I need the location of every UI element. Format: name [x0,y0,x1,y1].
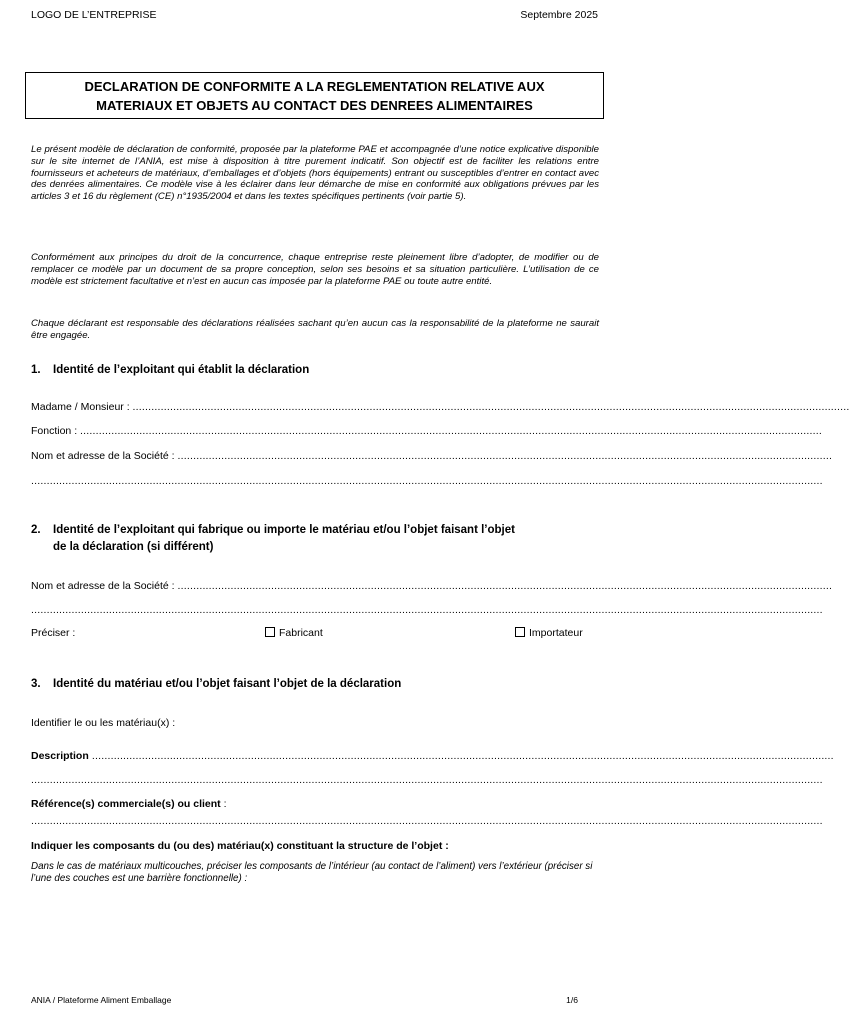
fill-dots: .............................................................................................................................................................................................................................................................. [31,815,823,827]
checkbox-fabricant[interactable] [265,627,323,639]
fill-dots: .............................................................................................................................................................................................................................................................. [31,475,823,487]
section-2-number: 2. [31,524,41,536]
field-label: Madame / Monsieur : [31,401,133,413]
section-1-title: Identité de l’exploitant qui établit la déclaration [53,364,310,376]
field-nom-adresse-societe[interactable] [31,450,833,462]
checkbox-square-icon [265,627,275,637]
identify-materials-label: Identifier le ou les matériau(x) : [31,717,176,729]
intro-paragraph-2: Conformément aux principes du droit de la concurrence, chaque entreprise reste pleinement libre d’adopter, de modifier ou de remplacer ce modèle par un document de sa propre conception, selon ses besoins et sa situation particulière. L’utilisation de ce modèle est strictement facultative et n’est en aucun cas imposée par la plateforme PAE ou toute autre entité. [31,252,599,287]
field-label: Nom et adresse de la Société : [31,450,178,462]
checkbox-importateur-label: Importateur [529,627,583,639]
fill-dots: .................................................................................................................................................................................................................. [177,450,833,462]
field-fabricant-adresse-suite[interactable] [31,604,823,616]
section-2-heading [31,522,601,556]
field-adresse-suite[interactable] [31,475,823,487]
field-label-suffix: : [220,798,227,810]
fill-dots: .............................................................................................................................................................................................................................................. [88,750,834,762]
field-label: Fonction : [31,425,81,437]
field-label: Nom et adresse de la Société : [31,580,178,592]
document-title-box [25,72,604,119]
intro-paragraph-3: Chaque déclarant est responsable des déclarations réalisées sachant qu’en aucun cas la responsabilité de la plateforme ne saurait être engagée. [31,318,599,341]
section-1-number: 1. [31,364,41,376]
fill-dots: .............................................................................................................................................................................................................................................. [80,425,822,437]
field-description[interactable] [31,750,834,762]
fill-dots: .............................................................................................................................................................................................................................................................. [31,604,823,616]
section-3-title: Identité du matériau et/ou l’objet faisant l’objet de la déclaration [53,678,402,690]
field-reference-commerciale [31,798,227,810]
section-2-title-line-1: Identité de l’exploitant qui fabrique ou importe le matériau et/ou l’objet faisant l’objet [53,524,515,536]
field-description-suite[interactable] [31,774,823,786]
field-madame-monsieur[interactable] [31,401,850,413]
fill-dots: ...................................................................................................................................................................................................................................... [132,401,850,413]
composants-instruction: Indiquer les composants du (ou des) matériau(x) constituant la structure de l’objet : [31,840,449,852]
section-3-number: 3. [31,678,41,690]
checkbox-square-icon [515,627,525,637]
fill-dots: .............................................................................................................................................................................................................................................................. [31,774,823,786]
intro-paragraph-1: Le présent modèle de déclaration de conformité, proposée par la plateforme PAE et accompagnée d’une notice explicative disponible sur le site internet de l’ANIA, est mise à disposition à titre purement indicatif. Son objectif est de faciliter les relations entre fournisseurs et acheteurs de matériaux, d’emballages et d’objets (hors équipements) entrant ou susceptibles d’entrer en contact avec des denrées alimentaires. Ce modèle vise à les éclairer dans leur démarche de mise en conformité aux obligations prévues par les articles 3 et 16 du règlement (CE) n°1935/2004 et dans les textes spécifiques pertinents (voir partie 5). [31,144,599,203]
document-date: Septembre 2025 [520,9,598,21]
field-label: Référence(s) commerciale(s) ou client [31,798,221,810]
section-1-heading [31,362,309,379]
fill-dots: .................................................................................................................................................................................................................. [177,580,833,592]
checkbox-importateur[interactable] [515,627,583,639]
field-reference-value[interactable] [31,815,823,827]
field-label: Description [31,750,89,762]
field-fonction[interactable] [31,425,822,437]
section-3-heading [31,676,401,693]
section-2-title-line-2: de la déclaration (si différent) [53,541,214,553]
company-logo-placeholder: LOGO DE L’ENTREPRISE [31,9,157,21]
field-fabricant-nom-adresse[interactable] [31,580,833,592]
document-title-line-1: DECLARATION DE CONFORMITE A LA REGLEMENTATION RELATIVE AUX [84,79,545,94]
multicouche-instruction: Dans le cas de matériaux multicouches, préciser les composants de l’intérieur (au contact de l’aliment) vers l’extérieur (préciser si l’une des couches est une barrière fonctionnelle) : [31,861,593,884]
checkbox-fabricant-label: Fabricant [279,627,323,639]
footer-organisation: ANIA / Plateforme Aliment Emballage [31,995,172,1005]
document-title-line-2: MATERIAUX ET OBJETS AU CONTACT DES DENREES ALIMENTAIRES [96,98,533,113]
preciser-label: Préciser : [31,627,76,639]
page-number: 1/6 [566,995,578,1005]
